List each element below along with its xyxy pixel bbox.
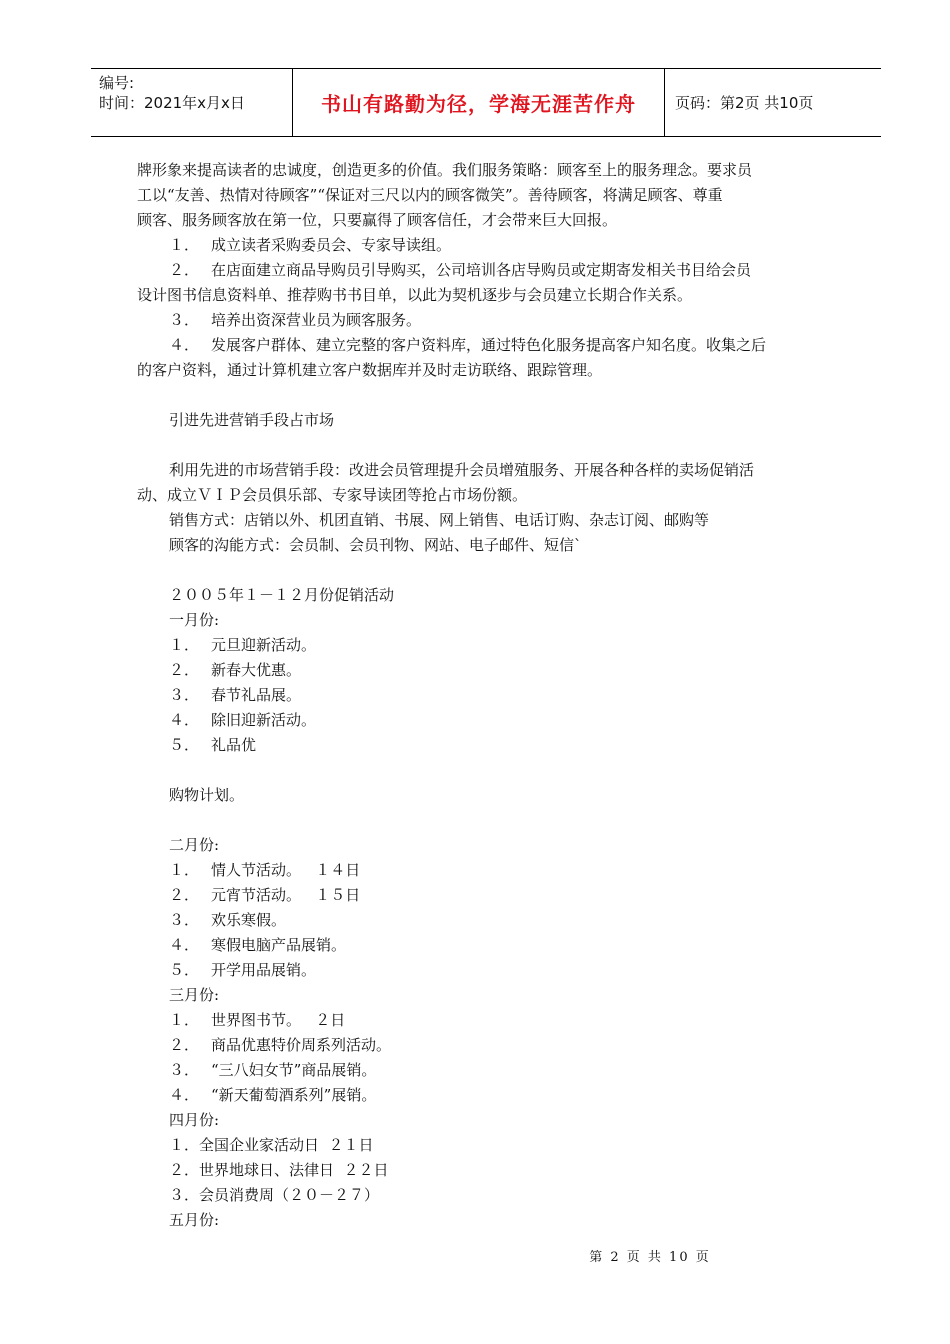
- month-title: 四月份:: [169, 1111, 220, 1129]
- header-meta: [91, 69, 293, 136]
- list-item: ４． 发展客户群体、建立完整的客户资料库，通过特色化服务提高客户知名度。收集之后: [169, 336, 767, 354]
- list-item: ３．会员消费周（２０－２７）: [169, 1186, 380, 1204]
- list-item: ２． 新春大优惠。: [169, 661, 302, 679]
- list-item: ４． 寒假电脑产品展销。: [169, 936, 347, 954]
- list-item: ５． 礼品优: [169, 736, 257, 754]
- page-footer: 第 2 页 共 10 页: [589, 1250, 711, 1265]
- header-page-label: 页码：第2页 共10页: [675, 94, 814, 112]
- list-item: ２． 商品优惠特价周系列活动。: [169, 1036, 392, 1054]
- serial-label: 编号:: [99, 74, 135, 92]
- list-item: １． 成立读者采购委员会、专家导读组。: [169, 236, 452, 254]
- sales-methods: 销售方式：店销以外、机团直销、书展、网上销售、电话订购、杂志订阅、邮购等: [169, 511, 710, 529]
- month-title: 三月份:: [169, 986, 220, 1004]
- header-motto: 书山有路勤为径，学海无涯苦作舟: [293, 69, 665, 136]
- paragraph-line: 利用先进的市场营销手段：改进会员管理提升会员增殖服务、开展各种各样的卖场促销活: [169, 461, 755, 479]
- list-item: １． 情人节活动。 １４日: [169, 861, 361, 879]
- list-item: ５． 开学用品展销。: [169, 961, 317, 979]
- list-item: １． 元旦迎新活动。: [169, 636, 317, 654]
- time-label: 时间：2021年x月x日: [99, 94, 245, 112]
- paragraph-line: 牌形象来提高读者的忠诚度，创造更多的价值。我们服务策略：顾客至上的服务理念。要求员: [137, 161, 753, 179]
- paragraph-line: 工以“友善、热情对待顾客”“保证对三尺以内的顾客微笑”。善待顾客，将满足顾客、尊重: [137, 186, 723, 204]
- list-item: ４． 除旧迎新活动。: [169, 711, 317, 729]
- list-item: １．全国企业家活动日 ２１日: [169, 1136, 374, 1154]
- shopping-plan: 购物计划。: [169, 786, 245, 804]
- month-title: 一月份:: [169, 611, 220, 629]
- list-item: ２．世界地球日、法律日 ２２日: [169, 1161, 389, 1179]
- list-item: ３． 培养出资深营业员为顾客服务。: [169, 311, 422, 329]
- document-body: [137, 158, 842, 1233]
- list-item: ２． 元宵节活动。 １５日: [169, 886, 361, 904]
- month-title: 二月份:: [169, 836, 220, 854]
- list-item: ３． “三八妇女节”商品展销。: [169, 1061, 377, 1079]
- promo-title: ２００５年１－１２月份促销活动: [169, 586, 395, 604]
- list-item: ４． “新天葡萄酒系列”展销。: [169, 1086, 377, 1104]
- list-item: １． 世界图书节。 ２日: [169, 1011, 346, 1029]
- list-item-wrap: 的客户资料，通过计算机建立客户数据库并及时走访联络、跟踪管理。: [137, 361, 603, 379]
- paragraph-line: 顾客、服务顾客放在第一位，只要赢得了顾客信任，才会带来巨大回报。: [137, 211, 618, 229]
- paragraph-line: 动、成立ＶＩＰ会员俱乐部、专家导读团等抢占市场份额。: [137, 486, 528, 504]
- communication-methods: 顾客的沟能方式：会员制、会员刊物、网站、电子邮件、短信`: [169, 536, 582, 554]
- month-title: 五月份:: [169, 1211, 220, 1229]
- list-item-wrap: 设计图书信息资料单、推荐购书书目单，以此为契机逐步与会员建立长期合作关系。: [137, 286, 693, 304]
- list-item: ３． 春节礼品展。: [169, 686, 302, 704]
- list-item: ３． 欢乐寒假。: [169, 911, 287, 929]
- page-header: [91, 68, 881, 137]
- list-item: ２． 在店面建立商品导购员引导购买，公司培训各店导购员或定期寄发相关书目给会员: [169, 261, 752, 279]
- section-title: 引进先进营销手段占市场: [169, 411, 335, 429]
